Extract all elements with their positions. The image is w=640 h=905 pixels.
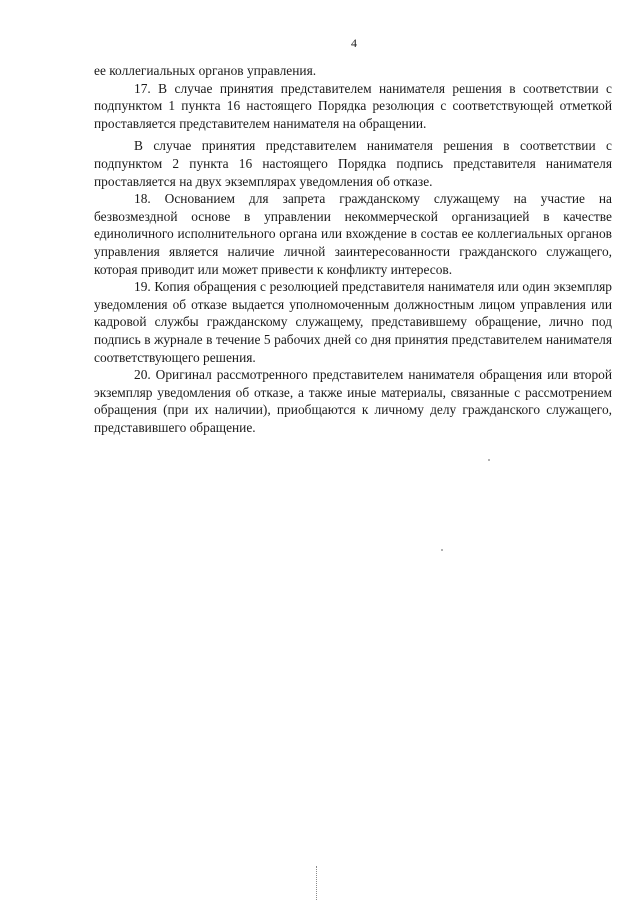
paragraph-20: 20. Оригинал рассмотренного представителем нанимателя обращения или второй экземпляр уведомления об отказе, а также иные материалы, связанные с рассмотрением обращения (при их наличии), приобщаются к личному делу гражданского служащего, представившего обращение. [94, 367, 612, 435]
paragraph-18: 18. Основанием для запрета гражданскому служащему на участие на безвозмездной основе в управлении некоммерческой организацией в качестве единоличного исполнительного органа или вхождение в состав ее коллегиальных органов управления является наличие личной заинтересованности гражданского служащего, которая приводит или может привести к конфликту интересов. [94, 191, 612, 277]
scan-speck [441, 549, 443, 551]
paragraph-19: 19. Копия обращения с резолюцией представителя нанимателя или один экземпляр уведомления об отказе выдается уполномоченным должностным лицом управления или кадровой службы гражданскому служащему, представившему обращение, лично под подпись в журнале в течение 5 рабочих дней со дня принятия представителем нанимателя соответствующего решения. [94, 279, 612, 365]
scan-speck [488, 459, 490, 461]
document-body [94, 62, 612, 436]
paragraph-17-second: В случае принятия представителем нанимателя решения в соответствии с подпунктом 2 пункта 16 настоящего Порядка подпись представителя нанимателя проставляется на двух экземплярах уведомления об отказе. [94, 138, 612, 189]
paragraph-17: 17. В случае принятия представителем нанимателя решения в соответствии с подпунктом 1 пункта 16 настоящего Порядка резолюция с соответствующей отметкой проставляется представителем нанимателя на обращении. [94, 80, 612, 131]
scan-edge-mark [316, 866, 319, 900]
paragraph-continuation: ее коллегиальных органов управления. [94, 63, 317, 78]
page-number: 4 [351, 36, 357, 50]
